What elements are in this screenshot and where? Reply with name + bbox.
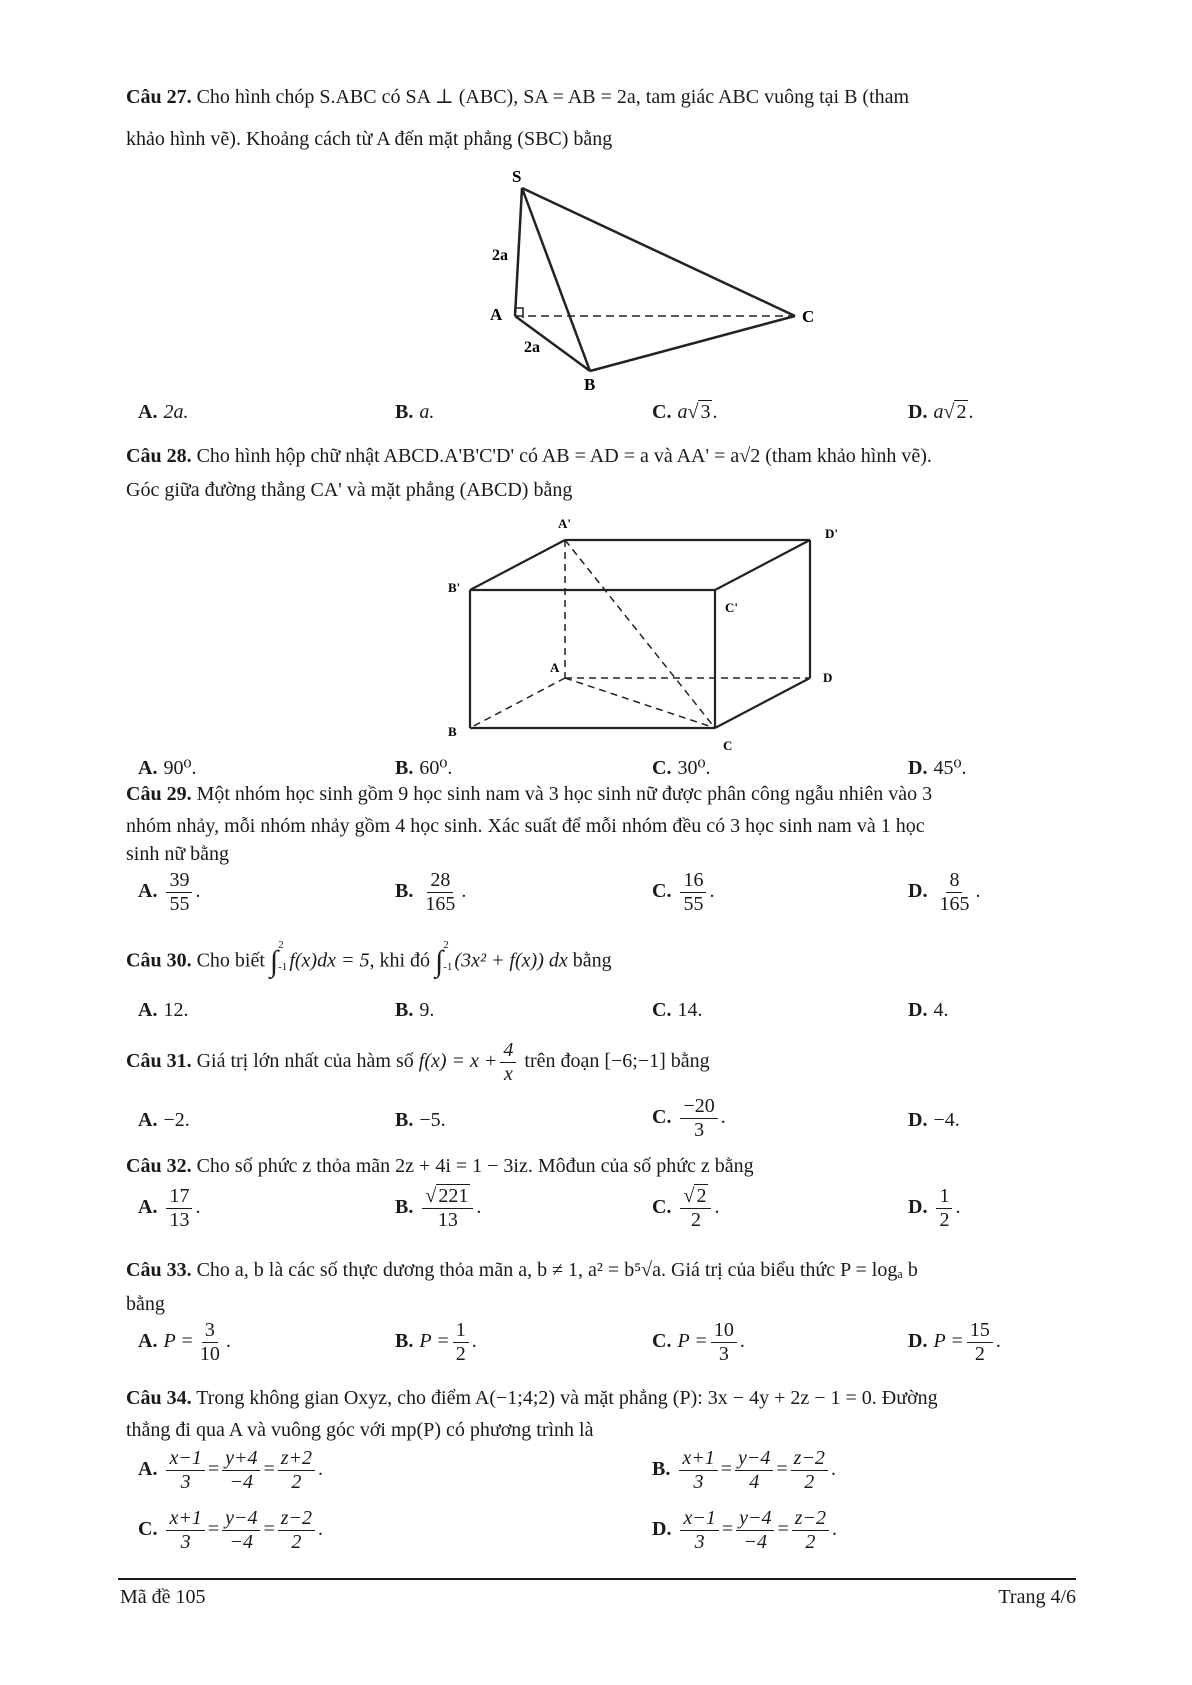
q34-c-x-num: x+1 — [166, 1508, 204, 1531]
q34-b-y-den: 4 — [749, 1471, 760, 1493]
q31-post: trên đoạn [−6;−1] bằng — [524, 1050, 710, 1073]
q28-option-b[interactable]: B. 60⁰. — [395, 757, 453, 779]
q27-option-a-text: 2a. — [163, 401, 189, 423]
q30-lower-2: -1 — [443, 961, 453, 973]
q32-c-den: 2 — [690, 1209, 701, 1231]
q34-a-z-num: z+2 — [278, 1448, 315, 1471]
edge-bc — [590, 316, 795, 371]
q34-b-z-num: z−2 — [791, 1448, 828, 1471]
q29-c-den: 55 — [683, 893, 704, 915]
q33-option-a[interactable]: A. P = $\frac{3}{10}$ . — [138, 1319, 231, 1365]
q30-option-b[interactable]: B. 9. — [395, 999, 435, 1021]
q34-d-y-den: −4 — [743, 1531, 768, 1553]
q31-label: Câu 31. — [126, 1050, 192, 1073]
q29-b-num: 28 — [427, 870, 453, 893]
q30-option-a[interactable]: A. 12. — [138, 999, 189, 1021]
q34-c-x-den: 3 — [180, 1531, 191, 1553]
q34-option-d[interactable]: D. $\frac{x-1}{3}$ = $\frac{y-4}{-4}$ = $\frac{z-2}{2}$ . — [652, 1507, 838, 1553]
label-ab-length: 2a — [524, 339, 540, 356]
q33-text-1: Cho a, b là các số thực dương thỏa mãn a, b ≠ 1, a² = b⁵√a. Giá trị của biểu thức P = logₐ b — [196, 1259, 918, 1281]
q27-option-d-rad: 2 — [956, 401, 967, 423]
q34-line1 — [126, 1384, 938, 1412]
edge-sa — [515, 188, 522, 316]
q30-option-c[interactable]: C. 14. — [652, 999, 703, 1021]
q27-option-c-rad: 3 — [700, 401, 711, 423]
q34-b-z-den: 2 — [804, 1471, 815, 1493]
q31-fx: f(x) = x + — [418, 1050, 498, 1073]
q29-c-num: 16 — [680, 870, 706, 893]
q32-line — [126, 1152, 754, 1180]
q31-c-num: −20 — [680, 1096, 717, 1119]
q29-label: Câu 29. — [126, 783, 192, 805]
q34-line2 — [126, 1416, 594, 1444]
q33-d-den: 2 — [974, 1343, 985, 1365]
q33-option-b[interactable]: B. P = $\frac{1}{2}$ . — [395, 1319, 477, 1365]
q32-b-den: 13 — [437, 1209, 458, 1231]
q30-upper-1: 2 — [278, 939, 284, 951]
q33-c-num: 10 — [711, 1320, 737, 1343]
q34-c-z-den: 2 — [291, 1531, 302, 1553]
q29-b-den: 165 — [425, 893, 456, 915]
q33-option-c[interactable]: C. P = $\frac{10}{3}$ . — [652, 1319, 745, 1365]
q28-label: Câu 28. — [126, 445, 192, 467]
q31-option-a-text: −2. — [163, 1109, 190, 1131]
q33-d-num: 15 — [967, 1320, 993, 1343]
q33-b-num: 1 — [453, 1320, 469, 1343]
q33-b-den: 2 — [455, 1343, 466, 1365]
q28-line2 — [126, 476, 572, 504]
q28-option-d-text: 45⁰. — [933, 757, 967, 779]
q29-option-d[interactable]: D. $\frac{8}{165}$ . — [908, 869, 981, 915]
footer-page-number: Trang 4/6 — [998, 1586, 1076, 1608]
label-b1: B' — [448, 580, 461, 595]
label-a1: A' — [558, 516, 571, 531]
q30-option-a-text: 12. — [163, 999, 189, 1021]
q29-d-num: 8 — [946, 870, 962, 893]
q28-option-d[interactable]: D. 45⁰. — [908, 757, 967, 779]
q27-text-2: khảo hình vẽ). Khoảng cách từ A đến mặt phẳng (SBC) bằng — [126, 128, 613, 150]
q30-mid: , khi đó — [369, 949, 431, 972]
q28-option-c-text: 30⁰. — [677, 757, 711, 779]
q30-upper-2: 2 — [443, 939, 449, 951]
q34-option-a[interactable]: A. $\frac{x-1}{3}$ = $\frac{y+4}{-4}$ = $\frac{z+2}{2}$ . — [138, 1447, 324, 1493]
integral-sign-2: ∫ — [435, 945, 444, 978]
footer-exam-code: Mã đề 105 — [120, 1586, 206, 1608]
q31-option-b-text: −5. — [419, 1109, 446, 1131]
q27-option-d[interactable]: D. a√ 2 . — [908, 401, 974, 423]
label-c: C — [802, 307, 815, 326]
q29-text-1: Một nhóm học sinh gồm 9 học sinh nam và 3 học sinh nữ được phân công ngẫu nhiên vào 3 — [196, 783, 933, 805]
q31-option-b[interactable]: B. −5. — [395, 1109, 446, 1131]
q27-line1 — [126, 83, 909, 111]
q32-option-d[interactable]: D. $\frac{1}{2}$ . — [908, 1185, 961, 1231]
q31-option-a[interactable]: A. −2. — [138, 1109, 190, 1131]
label-b: B — [448, 724, 457, 739]
q29-line1 — [126, 780, 932, 808]
q34-a-x-num: x−1 — [166, 1448, 204, 1471]
q30-line — [126, 940, 612, 984]
q33-option-d[interactable]: D. P = $\frac{15}{2}$ . — [908, 1319, 1001, 1365]
label-d1: D' — [825, 526, 838, 541]
q33-text-2: bằng — [126, 1293, 165, 1315]
q29-line3 — [126, 840, 229, 868]
q27-option-a[interactable]: A. 2a. — [138, 401, 189, 423]
q31-pre: Giá trị lớn nhất của hàm số — [196, 1050, 414, 1073]
label-sa-length: 2a — [492, 247, 508, 264]
q32-option-a[interactable]: A. $\frac{17}{13}$ . — [138, 1185, 201, 1231]
q34-d-z-num: z−2 — [792, 1508, 829, 1531]
footer-rule — [118, 1578, 1076, 1580]
q27-option-c-coef: a — [677, 401, 688, 423]
q31-option-d-text: −4. — [933, 1109, 960, 1131]
q27-text-1: Cho hình chóp S.ABC có SA ⊥ (ABC), SA = AB = 2a, tam giác ABC vuông tại B (tham — [196, 86, 910, 108]
q30-option-d[interactable]: D. 4. — [908, 999, 949, 1021]
q32-option-b[interactable]: B. $\frac{√ 221}{13}$ . — [395, 1185, 482, 1231]
q30-expr-1: f(x)dx = 5 — [289, 949, 370, 972]
q31-option-d[interactable]: D. −4. — [908, 1109, 960, 1131]
q32-text: Cho số phức z thỏa mãn 2z + 4i = 1 − 3iz. Môđun của số phức z bằng — [196, 1155, 754, 1177]
q34-b-y-num: y−4 — [735, 1448, 773, 1471]
q30-option-d-text: 4. — [933, 999, 949, 1021]
q31-line — [126, 1040, 710, 1085]
q31-fnum: 4 — [500, 1040, 516, 1063]
q32-option-c[interactable]: C. $\frac{√ 2}{2}$ . — [652, 1185, 720, 1231]
q32-a-den: 13 — [169, 1209, 190, 1231]
q34-d-x-num: x−1 — [680, 1508, 718, 1531]
q34-text-2: thẳng đi qua A và vuông góc với mp(P) có phương trình là — [126, 1419, 594, 1441]
q29-option-b[interactable]: B. $\frac{28}{165}$ . — [395, 869, 467, 915]
q27-option-b-text: a. — [419, 401, 435, 423]
label-c1: C' — [725, 600, 738, 615]
q32-label: Câu 32. — [126, 1155, 192, 1177]
q30-pre: Cho biết — [196, 949, 265, 972]
q33-a-num: 3 — [202, 1320, 218, 1343]
q28-text-2: Góc giữa đường thẳng CA' và mặt phẳng (ABCD) bằng — [126, 479, 573, 501]
q29-d-den: 165 — [939, 893, 970, 915]
q28-option-a[interactable]: A. 90⁰. — [138, 757, 197, 779]
q27-pyramid-figure — [470, 168, 830, 398]
q29-option-a[interactable]: A. $\frac{39}{55}$ . — [138, 869, 201, 915]
q34-label: Câu 34. — [126, 1387, 192, 1409]
q28-option-b-text: 60⁰. — [419, 757, 453, 779]
label-s: S — [512, 168, 522, 186]
q28-line1 — [126, 442, 932, 470]
q29-line2 — [126, 812, 925, 840]
q27-option-c[interactable]: C. a√ 3 . — [652, 401, 718, 423]
q34-text-1: Trong không gian Oxyz, cho điểm A(−1;4;2) và mặt phẳng (P): 3x − 4y + 2z − 1 = 0. Đường — [196, 1387, 938, 1409]
q27-label: Câu 27. — [126, 86, 192, 108]
q34-b-x-num: x+1 — [679, 1448, 717, 1471]
q30-lower-1: -1 — [278, 961, 288, 973]
q29-option-c[interactable]: C. $\frac{16}{55}$ . — [652, 869, 715, 915]
q34-a-y-den: −4 — [229, 1471, 254, 1493]
q34-c-z-num: z−2 — [278, 1508, 315, 1531]
q34-c-y-num: y−4 — [222, 1508, 260, 1531]
q27-option-d-coef: a — [933, 401, 944, 423]
q30-expr-2: (3x² + f(x)) dx — [454, 949, 568, 972]
q32-d-num: 1 — [936, 1186, 952, 1209]
q33-line2 — [126, 1290, 165, 1318]
q31-fden: x — [503, 1063, 513, 1085]
q34-a-x-den: 3 — [180, 1471, 191, 1493]
q30-post: bằng — [572, 949, 612, 972]
label-b: B — [584, 375, 596, 394]
q34-c-y-den: −4 — [229, 1531, 254, 1553]
q27-option-b[interactable]: B. a. — [395, 401, 435, 423]
q29-text-3: sinh nữ bằng — [126, 843, 230, 865]
q31-option-c[interactable]: C. $\frac{-20}{3}$ . — [652, 1095, 726, 1141]
q32-a-num: 17 — [166, 1186, 192, 1209]
q30-option-b-text: 9. — [419, 999, 435, 1021]
q34-a-z-den: 2 — [291, 1471, 302, 1493]
q30-option-c-text: 14. — [677, 999, 703, 1021]
q32-b-rad: 221 — [438, 1185, 469, 1207]
q34-option-b[interactable]: B. $\frac{x+1}{3}$ = $\frac{y-4}{4}$ = $\frac{z-2}{2}$ . — [652, 1447, 836, 1493]
q33-a-den: 10 — [199, 1343, 220, 1365]
q29-a-den: 55 — [169, 893, 190, 915]
q34-a-y-num: y+4 — [222, 1448, 260, 1471]
q33-c-den: 3 — [718, 1343, 729, 1365]
q28-option-c[interactable]: C. 30⁰. — [652, 757, 711, 779]
q33-line1 — [126, 1256, 918, 1284]
q29-text-2: nhóm nhảy, mỗi nhóm nhảy gồm 4 học sinh. Xác suất để mỗi nhóm đều có 3 học sinh nam và 1 học — [126, 815, 925, 837]
label-c: C — [723, 738, 733, 753]
integral-sign-1: ∫ — [269, 945, 279, 978]
q28-option-a-text: 90⁰. — [163, 757, 197, 779]
q27-line2 — [126, 125, 612, 153]
q30-label: Câu 30. — [126, 949, 192, 972]
q34-d-x-den: 3 — [694, 1531, 705, 1553]
q34-d-z-den: 2 — [805, 1531, 816, 1553]
q28-text-1: Cho hình hộp chữ nhật ABCD.A'B'C'D' có AB = AD = a và AA' = a√2 (tham khảo hình vẽ). — [196, 445, 932, 467]
label-d: D — [823, 670, 833, 685]
q28-box-figure — [440, 510, 860, 755]
q31-c-den: 3 — [694, 1119, 705, 1141]
q34-option-c[interactable]: C. $\frac{x+1}{3}$ = $\frac{y-4}{-4}$ = $\frac{z-2}{2}$ . — [138, 1507, 324, 1553]
q33-label: Câu 33. — [126, 1259, 192, 1281]
q32-d-den: 2 — [939, 1209, 950, 1231]
q34-b-x-den: 3 — [693, 1471, 704, 1493]
q34-d-y-num: y−4 — [736, 1508, 774, 1531]
label-a: A — [550, 660, 560, 675]
label-a: A — [490, 305, 503, 324]
q29-a-num: 39 — [166, 870, 192, 893]
q32-c-rad: 2 — [696, 1185, 707, 1207]
